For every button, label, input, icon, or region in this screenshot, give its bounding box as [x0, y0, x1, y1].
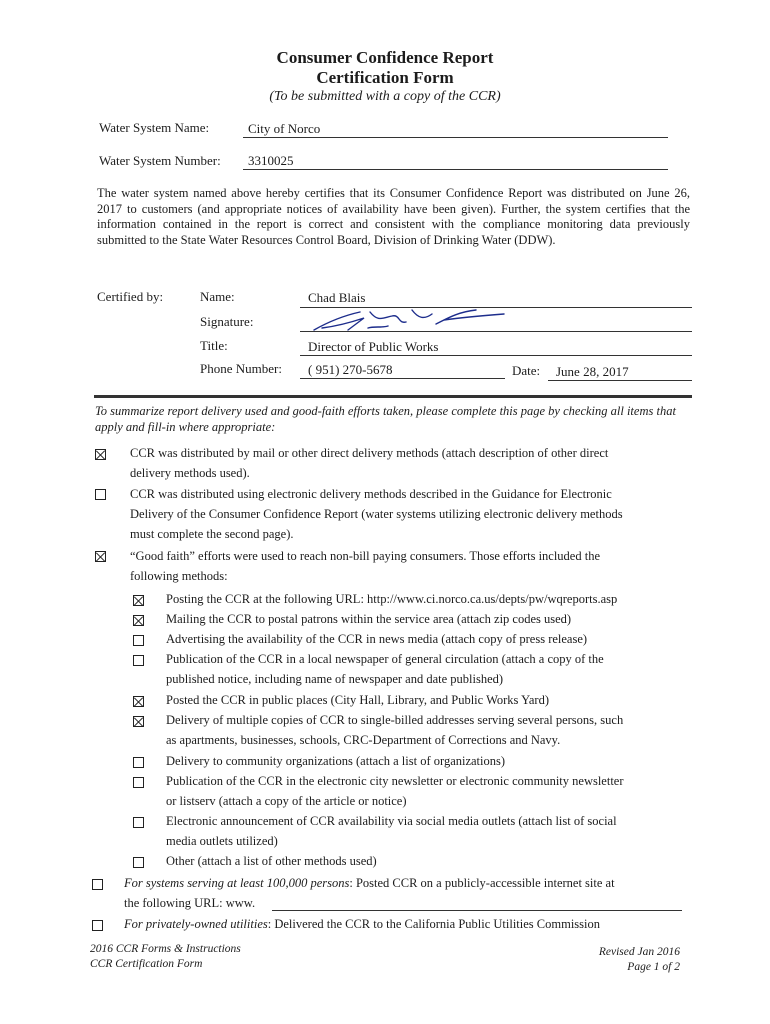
item-text: Advertising the availability of the CCR in news media (attach copy of press release) [166, 632, 588, 646]
newspaper-publication-checkbox[interactable] [133, 655, 144, 666]
sub-item [166, 649, 691, 689]
item-text: as apartments, businesses, schools, CRC-Department of Corrections and Navy. [166, 733, 561, 747]
public-places-checkbox[interactable] [133, 696, 144, 707]
water-system-name-line [243, 137, 668, 138]
item-text: Mailing the CCR to postal patrons within the service area (attach zip codes used) [166, 612, 572, 626]
water-system-name-label: Water System Name: [99, 120, 210, 135]
large-systems-text: : Posted CCR on a publicly-accessible internet site at [349, 876, 615, 890]
footer-forms-label: 2016 CCR Forms & Instructions [90, 943, 241, 955]
section-divider [94, 395, 692, 398]
certification-statement: The water system named above hereby certifies that its Consumer Confidence Report was distributed on June 26, 2017 to customers (and appropriate notices of availability have been given). Further, the system certifies that the information contained in the report is correct and consistent with the compliance monitoring data previously submitted to the State Water Resources Control Board, Division of Drinking Water (DDW). [97, 186, 690, 247]
sub-item [166, 811, 691, 851]
date-value: June 28, 2017 [556, 364, 629, 379]
water-system-name-value: City of Norco [248, 121, 321, 136]
item-text: published notice, including name of newspaper and date published) [166, 672, 504, 686]
item-text: CCR was distributed using electronic delivery methods described in the Guidance for Electronic [130, 487, 612, 501]
url-posting-checkbox[interactable] [133, 595, 144, 606]
good-faith-checkbox[interactable] [95, 551, 106, 562]
sub-item [166, 629, 691, 649]
item-text: “Good faith” efforts were used to reach non-bill paying consumers. Those efforts included the [130, 549, 601, 563]
item-text: delivery methods used). [130, 466, 250, 480]
title-label: Title: [200, 338, 228, 353]
footer-right [560, 945, 680, 975]
electronic-delivery-item [130, 484, 690, 544]
form-title: Consumer Confidence Report [276, 48, 494, 67]
social-media-checkbox[interactable] [133, 817, 144, 828]
phone-line [300, 378, 505, 379]
large-systems-italic: For systems serving at least 100,000 persons [124, 876, 350, 890]
sub-item [166, 771, 691, 811]
footer-revised: Revised Jan 2016 [598, 946, 680, 958]
private-utilities-item [124, 914, 690, 934]
sub-item [166, 751, 691, 771]
multiple-copies-checkbox[interactable] [133, 716, 144, 727]
item-text: media outlets utilized) [166, 834, 278, 848]
water-system-number-value: 3310025 [248, 153, 294, 168]
form-instruction-subtitle: (To be submitted with a copy of the CCR) [269, 89, 501, 104]
item-text: Posted the CCR in public places (City Hall, Library, and Public Works Yard) [166, 693, 549, 707]
sub-item [166, 589, 691, 609]
title-value: Director of Public Works [308, 339, 439, 354]
delivery-instructions: To summarize report delivery used and good-faith efforts taken, please complete this page by checking all items that apply and fill-in where appropriate: [95, 404, 676, 434]
signature-line [300, 331, 692, 332]
footer-form-name: CCR Certification Form [90, 958, 203, 970]
postal-mailing-checkbox[interactable] [133, 615, 144, 626]
sub-item [166, 690, 691, 710]
footer-page-number: Page 1 of 2 [627, 961, 680, 973]
handwritten-signature [308, 300, 508, 340]
item-text: must complete the second page). [130, 527, 294, 541]
large-systems-url-label: the following URL: www. [124, 896, 256, 910]
item-text: Electronic announcement of CCR availability via social media outlets (attach list of social [166, 814, 617, 828]
form-subtitle-title: Certification Form [316, 68, 454, 87]
other-methods-checkbox[interactable] [133, 857, 144, 868]
item-text: Publication of the CCR in a local newspaper of general circulation (attach a copy of the [166, 652, 604, 666]
name-label: Name: [200, 289, 235, 304]
private-utilities-text: : Delivered the CCR to the California Public Utilities Commission [267, 917, 600, 931]
sub-item [166, 609, 691, 629]
item-text: Delivery to community organizations (attach a list of organizations) [166, 754, 506, 768]
mail-delivery-item [130, 443, 690, 483]
item-text: Other (attach a list of other methods used) [166, 854, 377, 868]
url-fill-line[interactable] [272, 910, 682, 911]
water-system-number-line [243, 169, 668, 170]
electronic-newsletter-checkbox[interactable] [133, 777, 144, 788]
sub-item [166, 851, 691, 871]
date-line [548, 380, 692, 381]
item-text: Delivery of multiple copies of CCR to single-billed addresses serving several persons, such [166, 713, 624, 727]
footer-left [90, 942, 241, 972]
phone-label: Phone Number: [200, 361, 282, 376]
sub-item [166, 710, 691, 750]
certified-by-label: Certified by: [97, 289, 164, 304]
date-label: Date: [512, 363, 541, 378]
large-systems-item [124, 873, 690, 913]
good-faith-item [130, 546, 690, 586]
community-orgs-checkbox[interactable] [133, 757, 144, 768]
title-line [300, 355, 692, 356]
item-text: Delivery of the Consumer Confidence Report (water systems utilizing electronic delivery methods [130, 507, 623, 521]
water-system-number-label: Water System Number: [99, 153, 221, 168]
item-text: Posting the CCR at the following URL: http://www.ci.norco.ca.us/depts/pw/wqreports.asp [166, 592, 618, 606]
private-utilities-checkbox[interactable] [92, 920, 103, 931]
item-text: following methods: [130, 569, 228, 583]
mail-delivery-checkbox[interactable] [95, 449, 106, 460]
large-systems-checkbox[interactable] [92, 879, 103, 890]
item-text: or listserv (attach a copy of the article or notice) [166, 794, 407, 808]
electronic-delivery-checkbox[interactable] [95, 489, 106, 500]
private-utilities-italic: For privately-owned utilities [124, 917, 268, 931]
name-value: Chad Blais [308, 290, 366, 305]
phone-value: ( 951) 270-5678 [308, 362, 393, 377]
signature-label: Signature: [200, 314, 254, 329]
item-text: CCR was distributed by mail or other direct delivery methods (attach description of other direct [130, 446, 609, 460]
item-text: Publication of the CCR in the electronic city newsletter or electronic community newsletter [166, 774, 624, 788]
news-advertising-checkbox[interactable] [133, 635, 144, 646]
